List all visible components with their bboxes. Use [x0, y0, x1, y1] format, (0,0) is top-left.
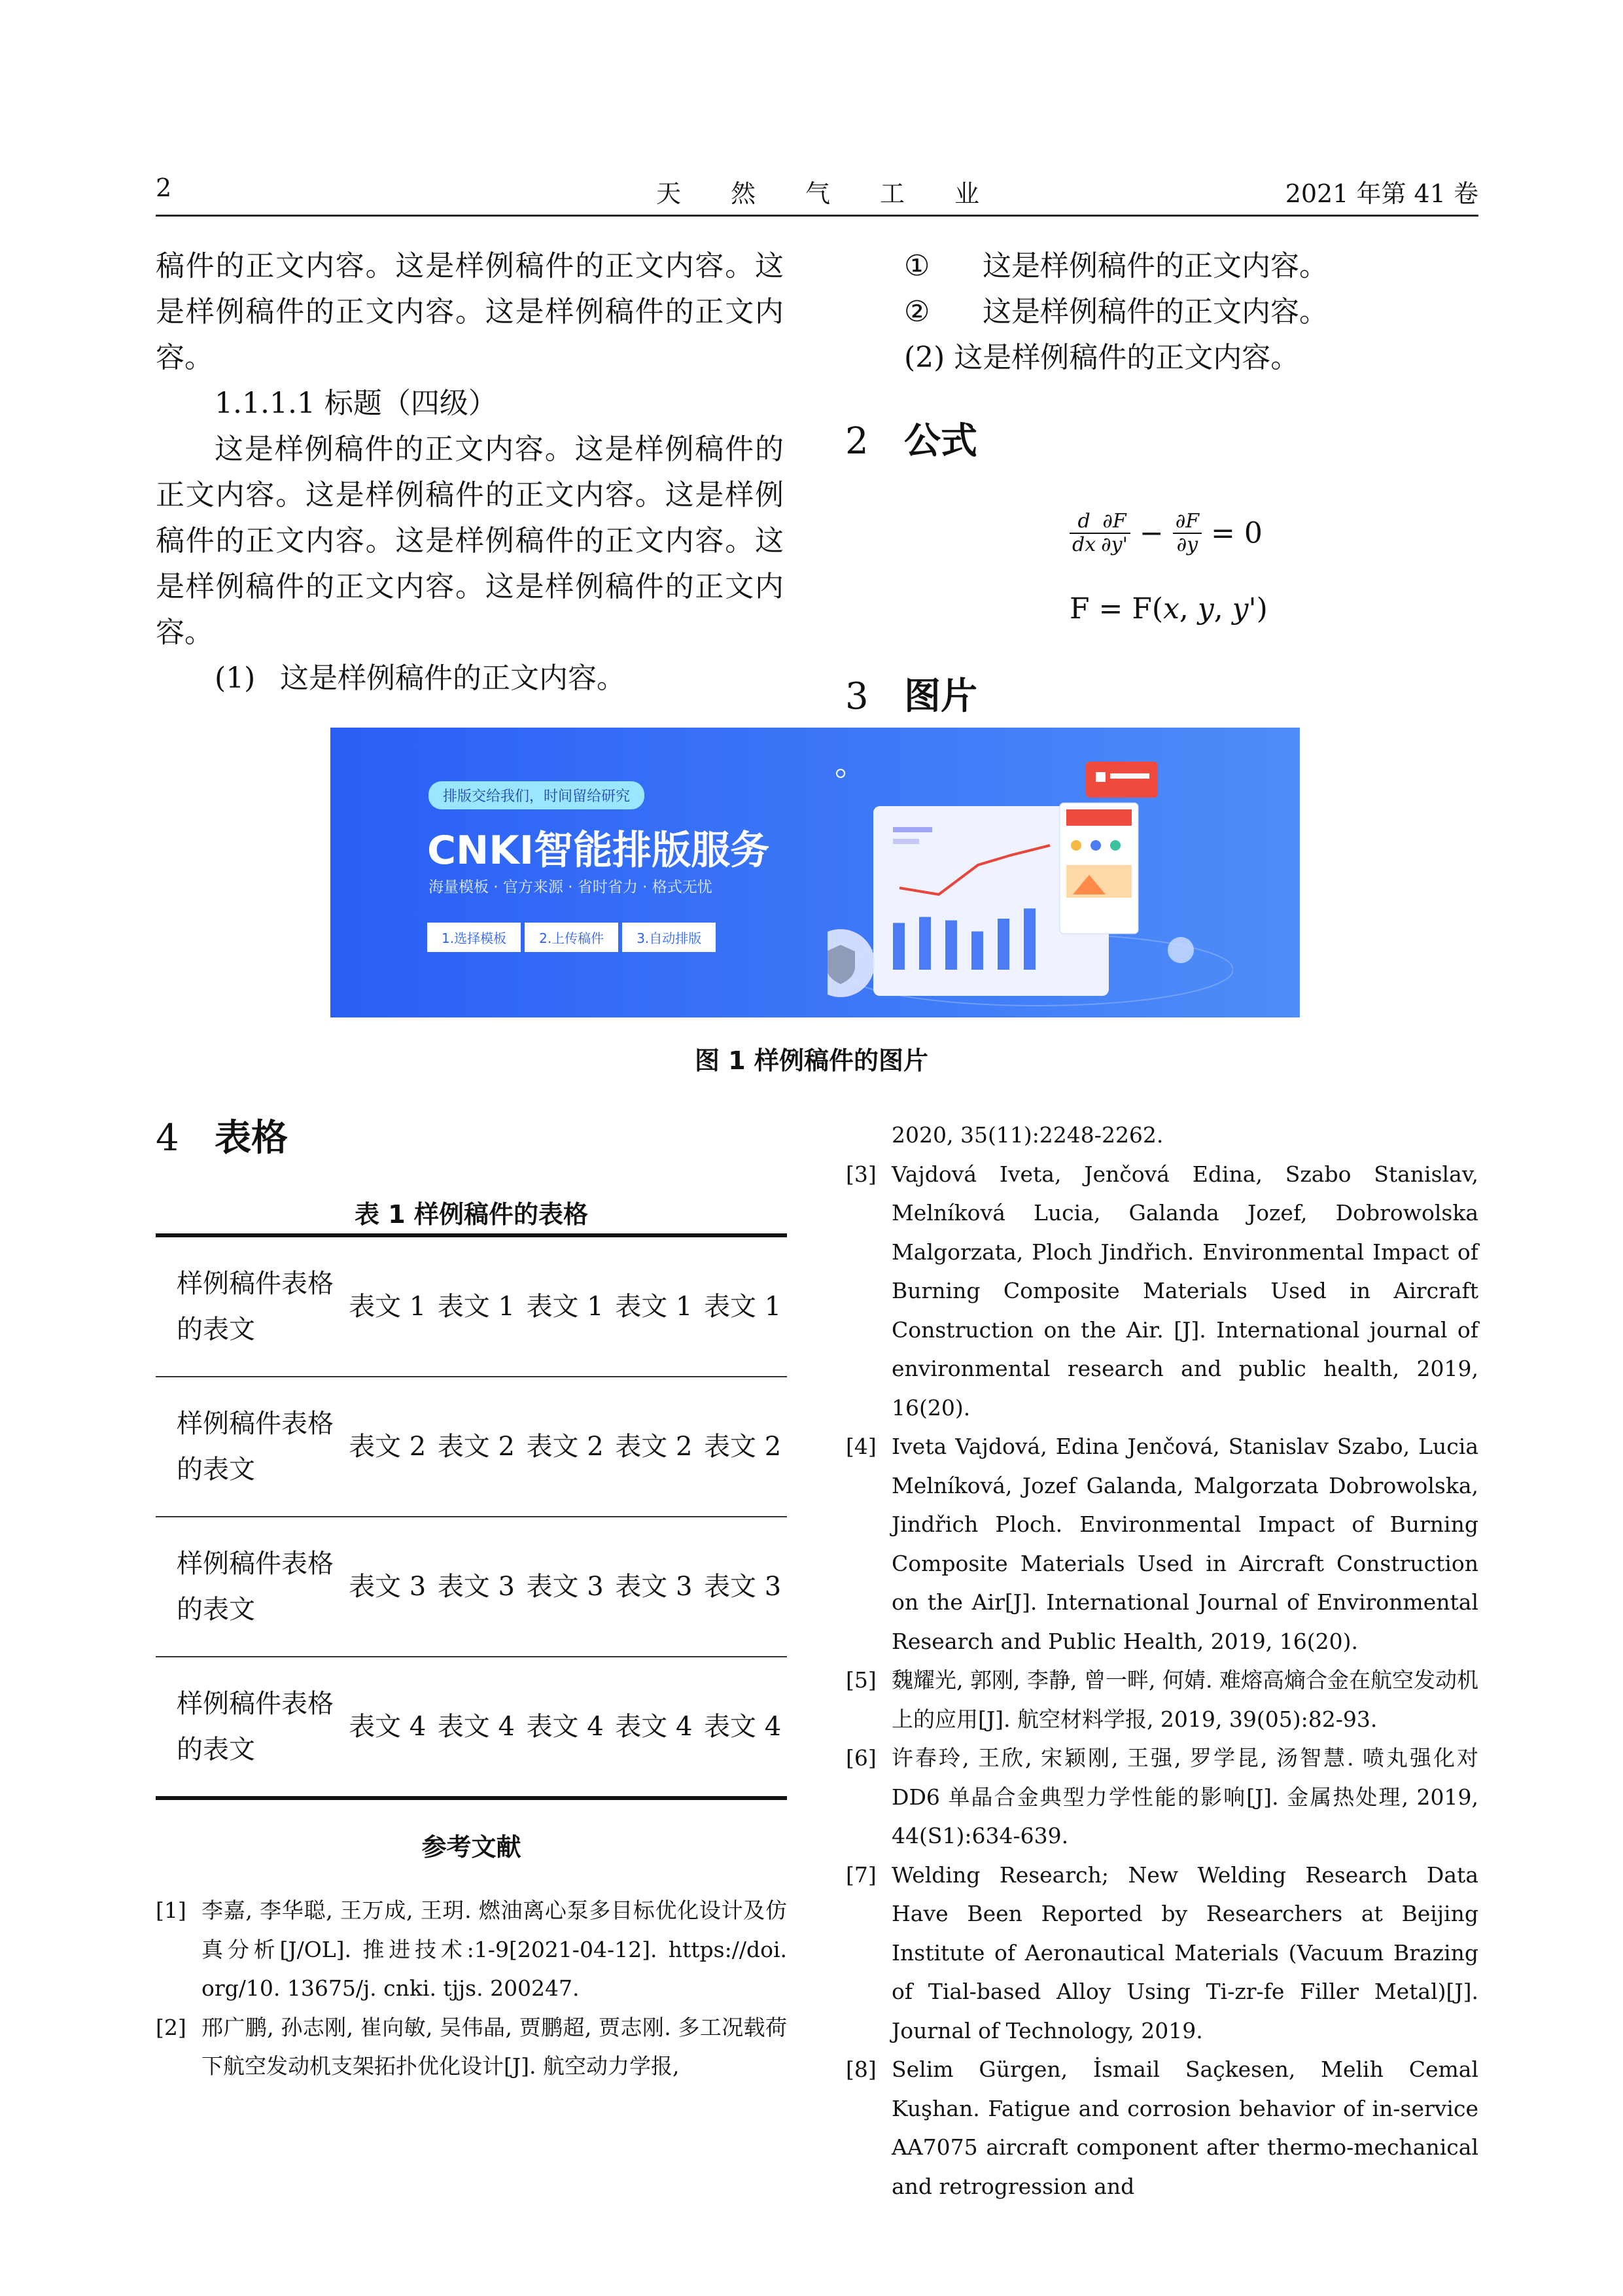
section-heading [845, 667, 977, 720]
reference-text: 李嘉, 李华聪, 王万成, 王玥. 燃油离心泵多目标优化设计及仿真分析[J/OL]. 推进技术:1-9[2021-04-12]. https://doi. org/10. 13675/j. cnki. tjjs. 200247. [201, 1898, 787, 2001]
list-item: (2) 这是样例稿件的正文内容。 [904, 341, 1300, 374]
table-cell: 表文 1 [349, 1292, 427, 1322]
banner-bar [971, 932, 983, 970]
reference-continuation: 2020, 35(11):2248-2262. [892, 1122, 1164, 1148]
row-header: 样例稿件表格的表文 [177, 1269, 334, 1345]
figure-banner [330, 728, 1300, 1017]
list-text: 这是样例稿件的正文内容。 [280, 662, 625, 695]
list-item [156, 656, 784, 701]
reference-number: [2] [156, 2014, 186, 2040]
banner-badge: 排版交给我们，时间留给研究 [428, 781, 644, 809]
reference-number: [3] [846, 1161, 877, 1187]
banner-step: 3.自动排版 [622, 923, 716, 952]
list-text: 这是样例稿件的正文内容。 [983, 249, 1328, 283]
reference-item [156, 2008, 787, 2086]
row-header: 样例稿件表格的表文 [177, 1409, 334, 1485]
table-cell: 表文 4 [349, 1712, 427, 1742]
references-right [846, 1116, 1478, 2206]
banner-steps [427, 923, 716, 952]
list-text: 这是样例稿件的正文内容。 [983, 295, 1328, 328]
section-number: 2 [845, 420, 869, 463]
list-number: ① [904, 249, 930, 283]
banner-step: 2.上传稿件 [525, 923, 618, 952]
banner-title: CNKI智能排版服务 [427, 828, 770, 874]
reference-item [846, 1427, 1478, 1661]
table-cell: 表文 3 [349, 1572, 427, 1602]
fraction: $\frac{d}{dx}$ [1070, 510, 1098, 556]
heading-level4: 1.1.1.1 标题（四级） [215, 387, 497, 420]
section-number: 4 [156, 1117, 179, 1159]
section-title: 表格 [215, 1117, 288, 1159]
table-row [156, 1657, 787, 1798]
banner-step: 1.选择模板 [427, 923, 521, 952]
reference-text: Vajdová Iveta, Jenčová Edina, Szabo Stanislav, Melníková Lucia, Galanda Jozef, Dobrowolska Malgorzata, Ploch Jindřich. Environmental Impact of Burning Composite Materials Used in Aircraft Construction on the Air. [J]. International journal of environmental research and public health, 2019, 16(20). [892, 1161, 1478, 1421]
banner-bar [919, 917, 931, 970]
references-left [156, 1891, 787, 2086]
reference-item [846, 2050, 1478, 2206]
table-row [156, 1377, 787, 1517]
reference-item [846, 1155, 1478, 1428]
table-cell: 表文 4 [437, 1712, 515, 1742]
reference-text: Welding Research; New Welding Research Data Have Been Reported by Researchers at Beijing Institute of Aeronautical Materials (Vacuum Brazing of Tial-based Alloy Using Ti-zr-fe Filler Metal)[J]. Journal of Technology, 2019. [892, 1862, 1478, 2043]
table-cell: 表文 1 [704, 1292, 782, 1322]
reference-item [846, 1739, 1478, 1856]
table-row [156, 1235, 787, 1377]
table-cell: 表文 4 [526, 1712, 604, 1742]
banner-tagline: 海量模板 · 官方来源 · 省时省力 · 格式无忧 [428, 879, 712, 896]
formula-1: $\frac{d}{dx}$ $\frac{\partial F}{\partial y'}$ − $\frac{\partial F}{\partial y}$ = 0 [1070, 510, 1263, 556]
reference-number: [6] [846, 1745, 877, 1771]
section-heading [845, 412, 977, 465]
fraction: $\frac{\partial F}{\partial y'}$ [1098, 510, 1130, 556]
right-column [852, 243, 1480, 381]
section-number: 3 [845, 675, 869, 718]
table-row [156, 1517, 787, 1657]
table-cell: 表文 3 [615, 1572, 693, 1602]
journal-name: 天 然 气 工 业 [655, 179, 979, 208]
list-number: ② [904, 295, 930, 328]
banner-bar [998, 919, 1009, 970]
table-cell: 表文 2 [704, 1432, 782, 1462]
table-cell: 表文 3 [704, 1572, 782, 1602]
list-item [852, 243, 1480, 289]
reference-number: [7] [846, 1862, 877, 1888]
table-cell: 表文 2 [349, 1432, 427, 1462]
reference-number: [4] [846, 1434, 877, 1459]
banner-bar [945, 921, 957, 970]
reference-text: Selim Gürgen, İsmail Saçkesen, Melih Cemal Kuşhan. Fatigue and corrosion behavior of in-service AA7075 aircraft component after thermo-mechanical and retrogression and [892, 2057, 1478, 2199]
section-heading [156, 1109, 288, 1161]
reference-text: Iveta Vajdová, Edina Jenčová, Stanislav Szabo, Lucia Melníková, Jozef Galanda, Malgorzata Dobrowolska, Jindřich Ploch. Environmental Impact of Burning Composite Materials Used in Aircraft Construction on the Air[J]. International Journal of Environmental Research and Public Health, 2019, 16(20). [892, 1434, 1478, 1654]
table-cell: 表文 1 [437, 1292, 515, 1322]
table-cell: 表文 3 [526, 1572, 604, 1602]
reference-text: 邢广鹏, 孙志刚, 崔向敏, 吴伟晶, 贾鹏超, 贾志刚. 多工况载荷下航空发动机支架拓扑优化设计[J]. 航空动力学报, [201, 2014, 787, 2079]
figure-caption: 图 1 样例稿件的图片 [695, 1046, 928, 1075]
list-item [852, 289, 1480, 335]
table-cell: 表文 1 [615, 1292, 693, 1322]
reference-item [846, 1661, 1478, 1739]
page-number: 2 [156, 173, 172, 202]
reference-number: [1] [156, 1898, 186, 1923]
reference-text: 许春玲, 王欣, 宋颖刚, 王强, 罗学昆, 汤智慧. 喷丸强化对 DD6 单晶合金典型力学性能的影响[J]. 金属热处理, 2019, 44(S1):634-639. [892, 1745, 1478, 1848]
paragraph: 这是样例稿件的正文内容。这是样例稿件的正文内容。这是样例稿件的正文内容。这是样例稿件的正文内容。这是样例稿件的正文内容。这是样例稿件的正文内容。这是样例稿件的正文内容。 [156, 433, 784, 649]
reference-list [846, 1155, 1478, 2206]
references-title: 参考文献 [421, 1833, 521, 1862]
table-cell: 表文 2 [526, 1432, 604, 1462]
paragraph: 稿件的正文内容。这是样例稿件的正文内容。这是样例稿件的正文内容。这是样例稿件的正文内容。 [156, 249, 784, 374]
list-number: (1) [215, 662, 256, 695]
table-caption: 表 1 样例稿件的表格 [355, 1200, 588, 1229]
table-cell: 表文 3 [437, 1572, 515, 1602]
table-cell: 表文 2 [437, 1432, 515, 1462]
fraction: $\frac{\partial F}{\partial y}$ [1173, 510, 1202, 556]
reference-item [846, 1856, 1478, 2051]
left-column [156, 243, 784, 701]
banner-bar [893, 923, 905, 970]
header-rule [156, 215, 1478, 217]
row-header: 样例稿件表格的表文 [177, 1549, 334, 1625]
reference-number: [8] [846, 2057, 877, 2082]
table-cell: 表文 4 [615, 1712, 693, 1742]
data-table [156, 1233, 787, 1800]
reference-number: [5] [846, 1667, 877, 1693]
banner-bar [1024, 908, 1036, 970]
table-cell: 表文 4 [704, 1712, 782, 1742]
formula-2: F = F(𝑥, 𝑦, 𝑦') [1070, 592, 1268, 626]
reference-text: 魏耀光, 郭刚, 李静, 曾一畔, 何婧. 难熔高熵合金在航空发动机上的应用[J]. 航空材料学报, 2019, 39(05):82-93. [892, 1667, 1478, 1732]
section-title: 公式 [904, 420, 977, 463]
row-header: 样例稿件表格的表文 [177, 1689, 334, 1765]
section-title: 图片 [904, 675, 977, 718]
volume-info: 2021 年第 41 卷 [1285, 179, 1478, 208]
table-cell: 表文 2 [615, 1432, 693, 1462]
reference-item [156, 1891, 787, 2008]
table-cell: 表文 1 [526, 1292, 604, 1322]
banner-illustration [828, 754, 1233, 1016]
